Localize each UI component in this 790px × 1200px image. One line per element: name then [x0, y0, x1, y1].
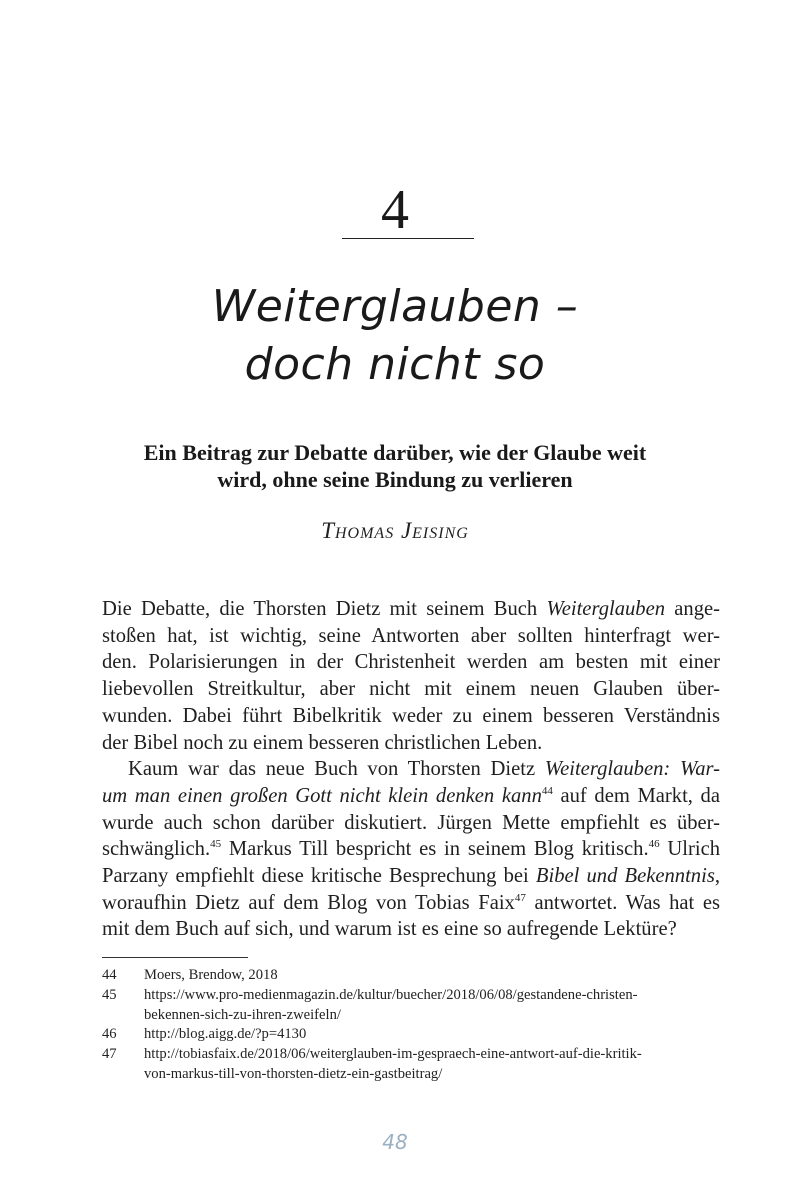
- text-run: ,: [714, 865, 720, 888]
- text-line: [102, 836, 720, 863]
- book-title-ref: Weiterglauben: [546, 598, 666, 620]
- text-line: den. Polarisierungen in der Christenheit werden am besten mit einer: [102, 651, 720, 674]
- subtitle-line: wird, ohne seine Bindung zu verlieren: [217, 467, 573, 492]
- chapter-divider: [342, 238, 474, 239]
- text-run: auf dem Markt, da: [552, 784, 720, 807]
- text-line: mit dem Buch auf sich, und warum ist es eine so aufregende Lektüre?: [102, 918, 677, 941]
- footnote-link[interactable]: von-markus-till-von-thorsten-dietz-ein-gastbeitrag/: [144, 1065, 443, 1082]
- text-line: wunden. Dabei führt Bibelkritik weder zu einem besseren Verständnis: [102, 704, 720, 727]
- footnote-ref[interactable]: 47: [514, 891, 526, 904]
- page-number: 48: [382, 1130, 408, 1154]
- footnote-number: 47: [102, 1046, 117, 1063]
- text-line: [102, 756, 720, 783]
- footnote-link[interactable]: https://www.pro-medienmagazin.de/kultur/buecher/2018/06/08/gestandene-christen-: [144, 986, 638, 1003]
- text-line: [102, 783, 720, 810]
- footnote-link[interactable]: bekennen-sich-zu-ihren-zweifeln/: [144, 1006, 341, 1023]
- text-run: antwortet. Was hat es: [525, 891, 720, 914]
- footnote-45: [102, 986, 720, 1026]
- footnote-ref[interactable]: 45: [210, 838, 222, 851]
- footnote-ref[interactable]: 46: [648, 838, 660, 851]
- text-line: wurde auch schon darüber diskutiert. Jürgen Mette empfiehlt es über-: [102, 811, 720, 834]
- footnote-47: [102, 1045, 720, 1085]
- text-run: Parzany empfiehlt diese kritische Besprechung bei: [102, 865, 536, 888]
- text-line: [102, 863, 720, 890]
- subtitle-line: Ein Beitrag zur Debatte darüber, wie der Glaube weit: [143, 440, 647, 465]
- text-run: woraufhin Dietz auf dem Blog von Tobias Faix: [102, 891, 515, 914]
- text-line: [102, 596, 720, 623]
- chapter-author: Thomas Jeising: [321, 518, 469, 543]
- footnote-number: 45: [102, 986, 117, 1003]
- chapter-subtitle: [60, 439, 730, 493]
- footnote-44: [102, 966, 720, 986]
- text-run: Die Debatte, die Thorsten Dietz mit seinem Buch: [102, 598, 547, 620]
- chapter-title: [0, 278, 790, 394]
- book-title-ref: Weiterglauben: War-: [544, 758, 720, 781]
- footnote-number: 44: [102, 967, 117, 983]
- footnote-link[interactable]: http://blog.aigg.de/?p=4130: [144, 1026, 307, 1043]
- text-run: Kaum war das neue Buch von Thorsten Dietz: [128, 758, 545, 781]
- text-run: Ulrich: [659, 838, 721, 861]
- paragraph: [102, 596, 720, 756]
- book-title-ref: um man einen großen Gott nicht klein denken kann: [102, 784, 542, 807]
- text-run: ange-: [665, 598, 720, 620]
- body-text: [102, 596, 720, 943]
- chapter-title-line: Weiterglauben –: [211, 281, 579, 332]
- footnote-46: [102, 1025, 720, 1045]
- text-line: liebevollen Streitkultur, aber nicht mit einem neuen Glauben über-: [102, 678, 720, 701]
- text-line: stoßen hat, ist wichtig, seine Antworten aber sollten hinterfragt wer-: [102, 624, 720, 647]
- text-line: der Bibel noch zu einem besseren christlichen Leben.: [102, 731, 543, 754]
- footnote-number: 46: [102, 1026, 117, 1043]
- footnote-text: Moers, Brendow, 2018: [144, 967, 278, 983]
- paragraph: [102, 756, 720, 943]
- chapter-title-line: doch nicht so: [244, 339, 546, 390]
- footnote-ref[interactable]: 44: [541, 784, 553, 797]
- footnotes: [102, 966, 720, 1085]
- footnote-link[interactable]: http://tobiasfaix.de/2018/06/weiterglauben-im-gespraech-eine-antwort-auf-die-kritik-: [144, 1046, 642, 1063]
- text-line: [102, 890, 720, 917]
- text-run: Markus Till bespricht es in seinem Blog kritisch.: [221, 838, 649, 861]
- book-title-ref: Bibel und Bekenntnis: [535, 865, 715, 888]
- text-run: schwänglich.: [102, 838, 211, 861]
- footnote-divider: [102, 957, 248, 958]
- chapter-number: 4: [381, 179, 409, 241]
